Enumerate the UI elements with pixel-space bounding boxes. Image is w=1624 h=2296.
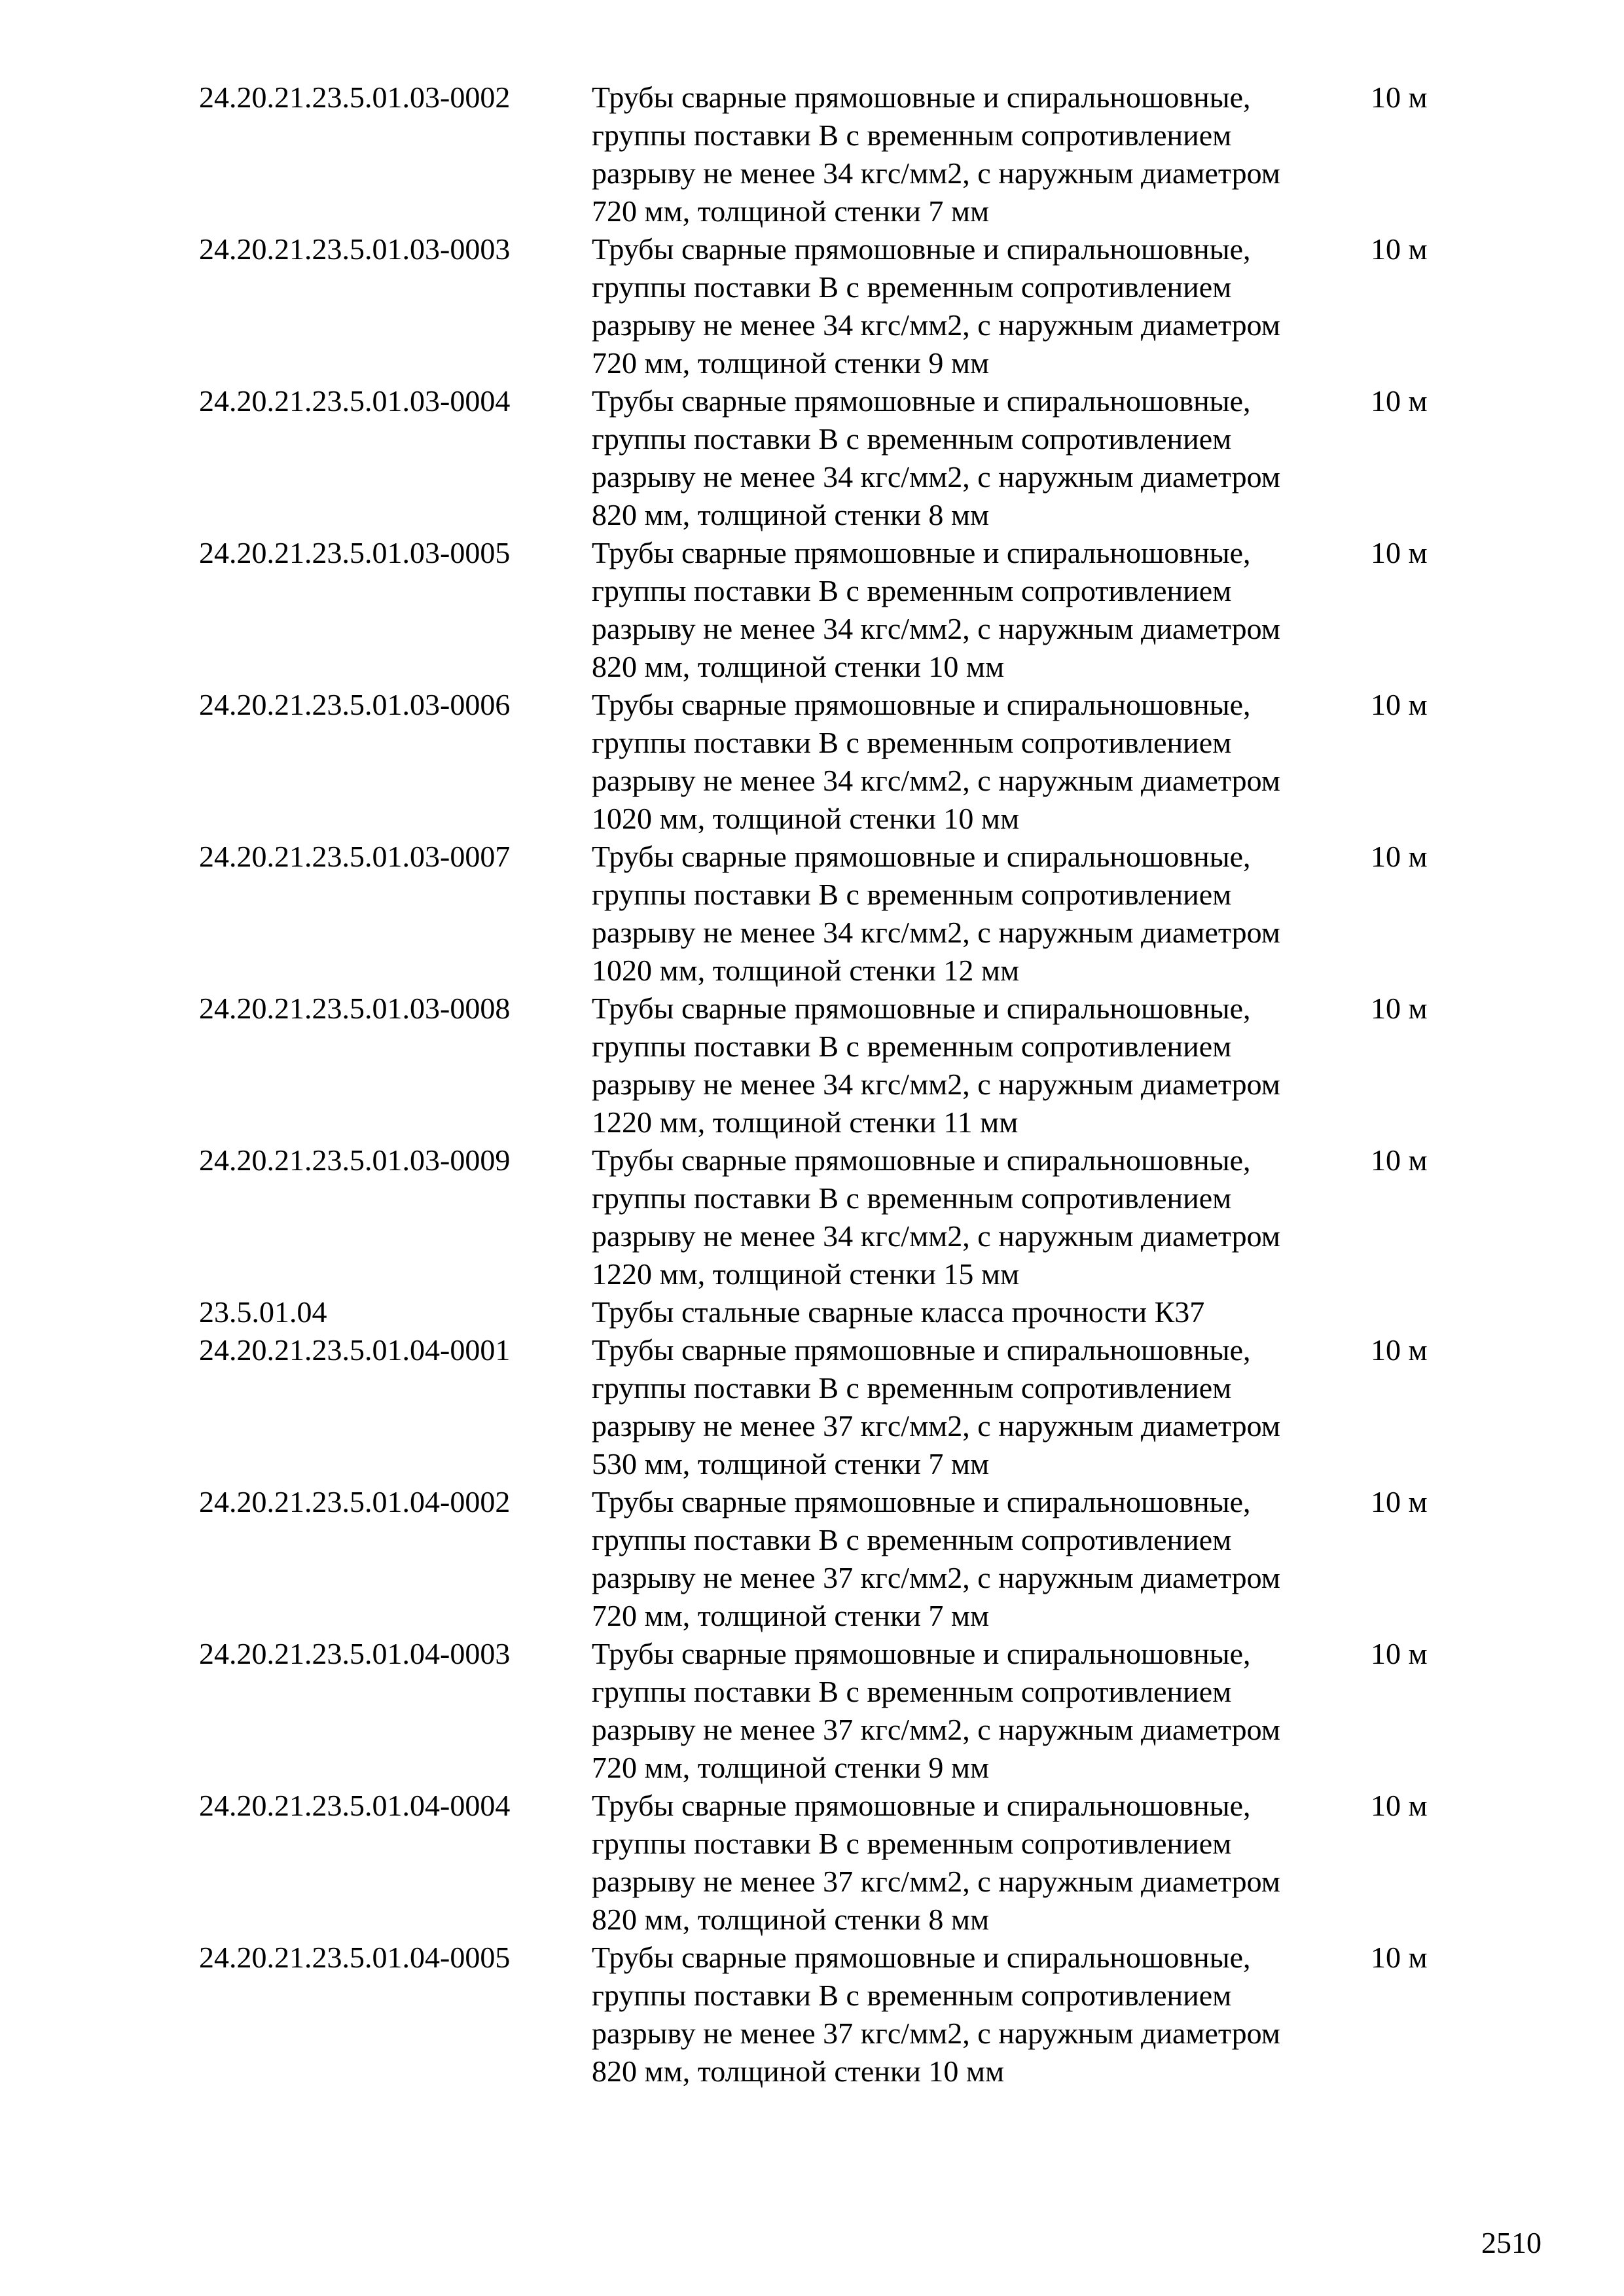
table-row [199, 990, 1443, 1141]
description-line: разрыву не менее 34 кгс/мм2, с наружным диаметром [592, 1219, 1280, 1253]
resource-code: 24.20.21.23.5.01.04-0003 [199, 1637, 511, 1670]
description-line: 720 мм, толщиной стенки 9 мм [592, 1751, 990, 1784]
description-line: разрыву не менее 37 кгс/мм2, с наружным диаметром [592, 2017, 1280, 2050]
description-line: Трубы сварные прямошовные и спиральношовные, [592, 81, 1251, 114]
description-line: 1020 мм, толщиной стенки 10 мм [592, 802, 1020, 835]
table-row [199, 1141, 1443, 1293]
table-row [199, 534, 1443, 686]
measurement-unit: 10 м [1371, 1941, 1428, 1974]
description-line: группы поставки В с временным сопротивлением [592, 118, 1232, 152]
description-line: группы поставки В с временным сопротивлением [592, 574, 1232, 607]
resource-code: 24.20.21.23.5.01.03-0003 [199, 232, 511, 266]
description-line: Трубы сварные прямошовные и спиральношовные, [592, 688, 1251, 721]
description-line: 530 мм, толщиной стенки 7 мм [592, 1447, 990, 1480]
description-line: Трубы сварные прямошовные и спиральношовные, [592, 1637, 1251, 1670]
resource-description [592, 838, 1371, 990]
resource-code: 24.20.21.23.5.01.04-0005 [199, 1941, 511, 1974]
description-line: Трубы сварные прямошовные и спиральношовные, [592, 992, 1251, 1025]
table-row [199, 1483, 1443, 1635]
table-row [199, 838, 1443, 990]
table-row [199, 382, 1443, 534]
description-line: 1220 мм, толщиной стенки 15 мм [592, 1257, 1020, 1291]
description-line: разрыву не менее 37 кгс/мм2, с наружным диаметром [592, 1865, 1280, 1898]
resource-code: 24.20.21.23.5.01.03-0006 [199, 688, 511, 721]
description-line: разрыву не менее 34 кгс/мм2, с наружным диаметром [592, 308, 1280, 342]
measurement-unit: 10 м [1371, 688, 1428, 721]
description-line: разрыву не менее 34 кгс/мм2, с наружным диаметром [592, 916, 1280, 949]
description-line: группы поставки В с временным сопротивлением [592, 1979, 1232, 2012]
resource-description [592, 686, 1371, 838]
description-line: группы поставки В с временным сопротивлением [592, 1181, 1232, 1215]
resource-description [592, 990, 1371, 1141]
measurement-unit: 10 м [1371, 1637, 1428, 1670]
description-line: 1020 мм, толщиной стенки 12 мм [592, 954, 1020, 987]
description-line: группы поставки В с временным сопротивлением [592, 1523, 1232, 1556]
table-row [199, 1293, 1443, 1331]
measurement-unit: 10 м [1371, 1485, 1428, 1518]
measurement-unit: 10 м [1371, 992, 1428, 1025]
measurement-unit: 10 м [1371, 536, 1428, 569]
description-line: разрыву не менее 34 кгс/мм2, с наружным диаметром [592, 156, 1280, 190]
description-line: 720 мм, толщиной стенки 9 мм [592, 346, 990, 380]
resource-code: 24.20.21.23.5.01.03-0007 [199, 840, 511, 873]
description-line: группы поставки В с временным сопротивлением [592, 726, 1232, 759]
resource-code: 24.20.21.23.5.01.03-0002 [199, 81, 511, 114]
description-line: 820 мм, толщиной стенки 8 мм [592, 498, 990, 531]
description-line: разрыву не менее 37 кгс/мм2, с наружным диаметром [592, 1561, 1280, 1594]
description-line: группы поставки В с временным сопротивлением [592, 270, 1232, 304]
resource-description [592, 230, 1371, 382]
description-line: 820 мм, толщиной стенки 10 мм [592, 650, 1005, 683]
measurement-unit: 10 м [1371, 840, 1428, 873]
resource-description [592, 1483, 1371, 1635]
resource-code: 24.20.21.23.5.01.03-0009 [199, 1143, 511, 1177]
description-line: Трубы сварные прямошовные и спиральношовные, [592, 1941, 1251, 1974]
description-line: 820 мм, толщиной стенки 10 мм [592, 2054, 1005, 2088]
resource-description [592, 1331, 1371, 1483]
catalog-table [199, 79, 1443, 2090]
description-line: Трубы сварные прямошовные и спиральношовные, [592, 232, 1251, 266]
resource-code: 24.20.21.23.5.01.04-0004 [199, 1789, 511, 1822]
description-line: группы поставки В с временным сопротивлением [592, 1371, 1232, 1405]
measurement-unit: 10 м [1371, 1143, 1428, 1177]
table-row [199, 1787, 1443, 1939]
resource-description [592, 79, 1371, 230]
resource-code: 24.20.21.23.5.01.04-0002 [199, 1485, 511, 1518]
measurement-unit: 10 м [1371, 232, 1428, 266]
measurement-unit: 10 м [1371, 1333, 1428, 1367]
measurement-unit: 10 м [1371, 81, 1428, 114]
resource-description [592, 1787, 1371, 1939]
description-line: разрыву не менее 37 кгс/мм2, с наружным диаметром [592, 1713, 1280, 1746]
description-line: Трубы стальные сварные класса прочности К37 [592, 1295, 1205, 1329]
description-line: разрыву не менее 37 кгс/мм2, с наружным диаметром [592, 1409, 1280, 1443]
description-line: разрыву не менее 34 кгс/мм2, с наружным диаметром [592, 612, 1280, 645]
description-line: 720 мм, толщиной стенки 7 мм [592, 194, 990, 228]
resource-description [592, 534, 1371, 686]
resource-code: 24.20.21.23.5.01.03-0004 [199, 384, 511, 418]
resource-description [592, 1141, 1371, 1293]
table-row [199, 79, 1443, 230]
description-line: разрыву не менее 34 кгс/мм2, с наружным диаметром [592, 764, 1280, 797]
resource-code: 24.20.21.23.5.01.03-0008 [199, 992, 511, 1025]
resource-description [592, 1939, 1371, 2090]
description-line: 820 мм, толщиной стенки 8 мм [592, 1903, 990, 1936]
description-line: Трубы сварные прямошовные и спиральношовные, [592, 536, 1251, 569]
description-line: Трубы сварные прямошовные и спиральношовные, [592, 1485, 1251, 1518]
description-line: Трубы сварные прямошовные и спиральношовные, [592, 1333, 1251, 1367]
table-row [199, 1635, 1443, 1787]
description-line: Трубы сварные прямошовные и спиральношовные, [592, 1143, 1251, 1177]
description-line: 1220 мм, толщиной стенки 11 мм [592, 1105, 1019, 1139]
resource-description [592, 1293, 1371, 1331]
description-line: Трубы сварные прямошовные и спиральношовные, [592, 384, 1251, 418]
description-line: Трубы сварные прямошовные и спиральношовные, [592, 840, 1251, 873]
table-row [199, 1939, 1443, 2090]
resource-code: 23.5.01.04 [199, 1295, 327, 1329]
table-row [199, 1331, 1443, 1483]
resource-description [592, 1635, 1371, 1787]
description-line: группы поставки В с временным сопротивлением [592, 878, 1232, 911]
measurement-unit: 10 м [1371, 1789, 1428, 1822]
table-row [199, 230, 1443, 382]
description-line: группы поставки В с временным сопротивлением [592, 422, 1232, 456]
description-line: группы поставки В с временным сопротивлением [592, 1675, 1232, 1708]
description-line: разрыву не менее 34 кгс/мм2, с наружным диаметром [592, 460, 1280, 493]
description-line: Трубы сварные прямошовные и спиральношовные, [592, 1789, 1251, 1822]
resource-code: 24.20.21.23.5.01.04-0001 [199, 1333, 511, 1367]
description-line: 720 мм, толщиной стенки 7 мм [592, 1599, 990, 1632]
description-line: разрыву не менее 34 кгс/мм2, с наружным диаметром [592, 1067, 1280, 1101]
measurement-unit: 10 м [1371, 384, 1428, 418]
description-line: группы поставки В с временным сопротивлением [592, 1030, 1232, 1063]
description-line: группы поставки В с временным сопротивлением [592, 1827, 1232, 1860]
table-row [199, 686, 1443, 838]
page-number: 2510 [1481, 2226, 1542, 2259]
resource-description [592, 382, 1371, 534]
resource-code: 24.20.21.23.5.01.03-0005 [199, 536, 511, 569]
